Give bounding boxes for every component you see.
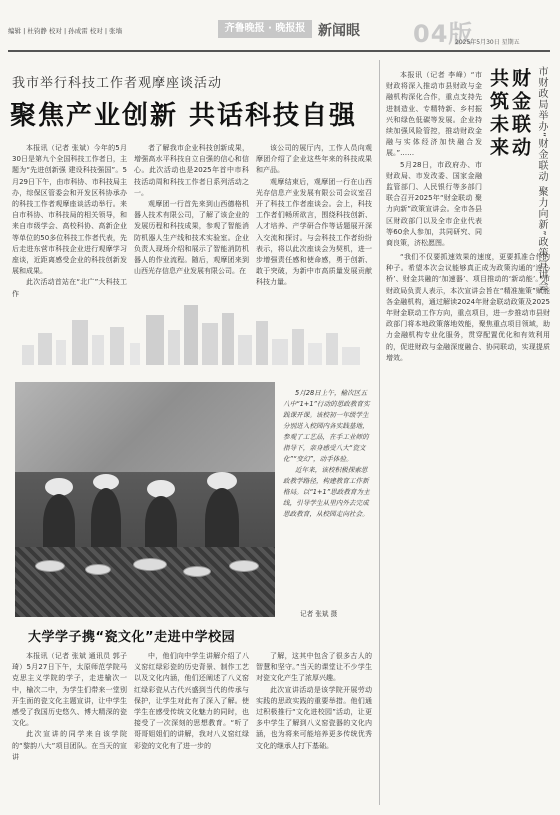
paragraph: 本报讯（记者 张斌）今年的5月30日是第九个全国科技工作者日，主题为“先进创新强 建设科技强国”。5月29日下午，由市科协、市科技局主办，综保区管委会和开发区科协承办的科技工作者观摩座谈活动举行。来自市科协、市科技局的相关领导，和来自市级学会、高校科协、高新企业等单位的50多位科技工作者代表，先后走进东营市科技企业进行观摩学习座谈，近距离感受企业的科技创新发展和成果。 xyxy=(12,144,127,276)
article3-title-line-2: 共筑未来 xyxy=(487,68,509,160)
article1-column-1 xyxy=(12,143,127,298)
paragraph: 此次宣讲活动是该学院开展劳动实践的思政实践的重要举措。他们通过积极推行“文化进校园”活动，让更多中学生了解到八义窑瓷器的文化内涵，也为将来可能培养更多传统优秀文化的继承人打下基础。 xyxy=(256,685,372,750)
newspaper-logo: 齐鲁晚报 · 晚报报 xyxy=(218,20,312,38)
paragraph: 了解，这其中包含了很多古人的智慧和坚守。”当天的课堂让不少学生对瓷文化产生了浓厚兴趣。 xyxy=(256,652,372,683)
paragraph: 5月28日，市政府办、市财政局、市发改委、国家金融监管部门、人民银行等多部门联合召开2025年“财金联动 聚力向新”政策宣讲会。全市各县区财政部门以及全市企业代表等60余人参加，共同研究、同商良策，济松愿图。 xyxy=(386,160,482,248)
article3-title-line-1: 财金联动 xyxy=(509,68,531,160)
article2-column-1 xyxy=(12,651,127,806)
issue-date: 2025年5月30日 星期五 xyxy=(455,39,520,46)
header-rule xyxy=(8,50,550,52)
article1-column-2 xyxy=(134,143,249,283)
article2-column-3 xyxy=(256,651,372,806)
article2-title: 大学学子携“瓷文化”走进中学校园 xyxy=(28,630,236,645)
paragraph: 中，他们向中学生讲解介绍了八义窑红绿彩瓷的历史背景、制作工艺以及文化内涵，他们还阐述了八义窑红绿彩瓷从古代兴盛到当代的传承与保护，让学生对此有了深入了解。使学生在感受传统文化魅力的同时，也接受了一次深刻的思想教育。“听了哥哥姐姐们的讲解，我对八义窑红绿彩瓷的文化有了进一步的 xyxy=(134,652,249,750)
article3-column-body xyxy=(386,252,550,807)
paragraph: “我们不仅要抓速效果的速度，更要抓准合作的种子。希望本次会议能够真正成为政策沟通的‘连心桥’、财金共融的‘加速器’、项目推动的‘新动能’。”市财政局负责人表示，本次宣讲会旨在“精准施策”赋能各金融机构，通过解读2024年财金联动政策及2025年财金联动工作方向，重点项目，进一步推动市县财政部门将本地政策落地效能，聚焦重点项目领域，助力金融机构专业化服务，贯穿配置优化和有效利用的，促进财政与金融深度融合、协同联动，实现提质增效。 xyxy=(386,253,550,362)
city-skyline-illustration xyxy=(12,285,370,365)
article3-column-top xyxy=(386,70,482,250)
page-number: 04版 xyxy=(413,20,474,48)
photo-credit: 记者 张斌 摄 xyxy=(300,610,338,618)
paragraph: 本报讯（记者 张斌 通讯员 郭子琦）5月27日下午，太原师范学院马克思主义学院的学子，走进榆次一中，榆次二中，为学生们带来一堂别开生面的瓷文化主题宣讲，让中学生感受了我国历史悠久、博大精深的瓷文化。 xyxy=(12,652,127,728)
article3-subtitle: 市财政局举办“财金联动 聚力向新”政策宣讲会 xyxy=(536,66,547,292)
caption-paragraph: 5月28日上午，榆次区五八中“1+1”行动的思政教育实践课开课。该校初一年级学生分别进入校园内各实践基地，参观了工艺品，在手工业师的指导下，亲身感受八大“瓷文化”“变幻”，动手体验。 xyxy=(283,389,370,463)
article1-subtitle: 我市举行科技工作者观摩座谈活动 xyxy=(12,76,223,91)
paragraph: 该公司的展厅内，工作人员向观摩团介绍了企业这些年来的科技成果和产品。 xyxy=(256,144,372,175)
article1-column-3 xyxy=(256,143,372,287)
paragraph: 本报讯（记者 李峰）“市财政将深入推动市县财政与金融机构深化合作，重点支持先进制造业、专精特新、乡村振兴和绿色低碳等发展。企业持续加强风险管控，推动财政金融与实体经济加快融合发展。”…… xyxy=(386,71,482,158)
column-divider xyxy=(379,60,380,805)
article1-title: 聚焦产业创新 共话科技自强 xyxy=(10,101,358,131)
students-pottery-photo xyxy=(15,382,275,617)
editor-credits: 编辑 | 杜钧静 校对 | 孙成雷 校对 | 张墙 xyxy=(8,27,123,35)
caption-paragraph: 近年来，该校积极探索思政教学路径，构建教育工作新格局。以“1+1”思政教育为主线，引导学生从里内外去完成思政教育，从校园走向社会。 xyxy=(283,466,370,518)
paragraph: 观摩结束后，观摩团一行在山西光存信息产业发展有限公司会议室召开了科技工作者座谈会。会上，科技工作者们畅所欲言，围绕科技创新、人才培养、产学研合作等话题展开深入交流和探讨。与会科技工作者纷纷表示，将以此次座谈会为契机，进一步增强责任感和使命感，勇于创新、敢于突破，为新中市高质量发展贡献科技力量。 xyxy=(256,177,372,287)
paragraph: 观摩团一行首先来到山西德格机器人技术有限公司，了解了该企业的发展历程和科技成果，参观了智能消防机器人生产线和技术实验室。企业负责人现场介绍和展示了智能消防机器人的作业流程。随后，观摩团来到山西光存信息产业发展有限公司。在 xyxy=(134,200,249,276)
page-header xyxy=(0,0,560,50)
photo-caption xyxy=(283,388,371,520)
article2-column-2 xyxy=(134,651,249,806)
section-name: 新闻眼 xyxy=(318,23,360,39)
paragraph: 此次活动首站在“北广”大科技工作 xyxy=(12,278,127,298)
paragraph: 者了解我市企业科技创新成果，增强高水平科技自立自强的信心和信心。此次活动也是2025年首中市科技活动周和科技工作者日系列活动之一。 xyxy=(134,144,249,197)
paragraph: 此次宣讲的同学来自该学院的“黎韵八大”项目团队。在当天的宣讲 xyxy=(12,730,127,761)
